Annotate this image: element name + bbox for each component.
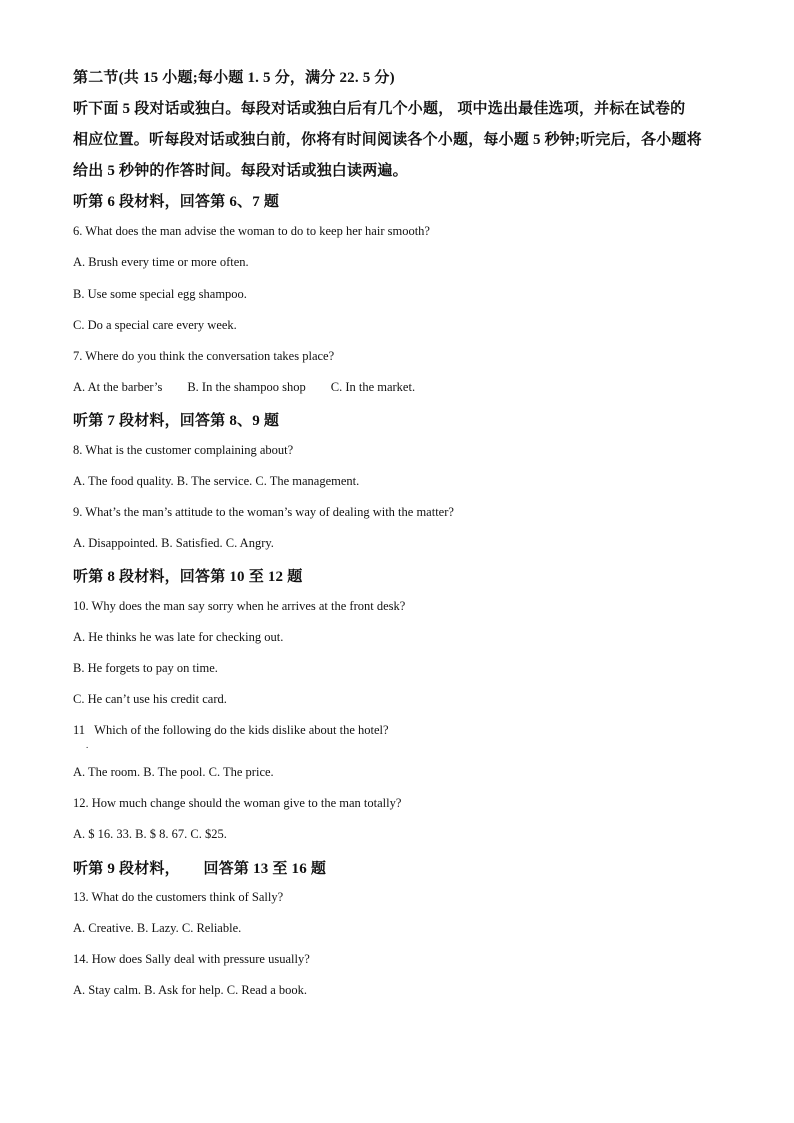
options-14: A. Stay calm. B. Ask for help. C. Read a book.: [73, 983, 307, 997]
question-11: 11 Which of the following do the kids dislike about the hotel?: [73, 723, 389, 737]
options-7: A. At the barber’s B. In the shampoo shop C. In the market.: [73, 380, 416, 394]
instructions-line-3: 给出 5 秒钟的作答时间。每段对话或独白读两遍。: [73, 163, 408, 179]
option-line: B. Use some special egg shampoo.: [73, 287, 247, 301]
options-8: A. The food quality. B. The service. C. The management.: [73, 474, 360, 488]
question-14: 14. How does Sally deal with pressure usually?: [73, 952, 310, 966]
options-9: A. Disappointed. B. Satisfied. C. Angry.: [73, 536, 274, 550]
options-13: A. Creative. B. Lazy. C. Reliable.: [73, 921, 242, 935]
section-title: 第二节(共 15 小题;每小题 1. 5 分，满分 22. 5 分): [73, 70, 395, 86]
stray-mark: .: [86, 740, 89, 750]
question-6: 6. What does the man advise the woman to do to keep her hair smooth?: [73, 224, 430, 238]
options-12: A. $ 16. 33. B. $ 8. 67. C. $25.: [73, 827, 227, 841]
question-12: 12. How much change should the woman give to the man totally?: [73, 796, 402, 810]
options-11: A. The room. B. The pool. C. The price.: [73, 765, 274, 779]
question-13: 13. What do the customers think of Sally?: [73, 890, 284, 904]
option-line: C. He can’t use his credit card.: [73, 692, 227, 706]
question-7: 7. Where do you think the conversation takes place?: [73, 349, 335, 363]
question-10: 10. Why does the man say sorry when he arrives at the front desk?: [73, 599, 406, 613]
question-9: 9. What’s the man’s attitude to the woman’s way of dealing with the matter?: [73, 505, 454, 519]
group-heading: 听第 6 段材料，回答第 6、7 题: [73, 194, 280, 210]
group-heading: 听第 9 段材料， 回答第 13 至 16 题: [73, 861, 327, 877]
instructions-line-2: 相应位置。听每段对话或独白前，你将有时间阅读各个小题，每小题 5 秒钟;听完后，各小题将: [73, 132, 702, 148]
group-heading: 听第 7 段材料，回答第 8、9 题: [73, 413, 280, 429]
instructions-line-1: 听下面 5 段对话或独白。每段对话或独白后有几个小题， 项中选出最佳选项，并标在试卷的: [73, 101, 686, 117]
question-8: 8. What is the customer complaining about?: [73, 443, 294, 457]
option-line: A. Brush every time or more often.: [73, 255, 249, 269]
option-line: B. He forgets to pay on time.: [73, 661, 218, 675]
option-line: C. Do a special care every week.: [73, 318, 237, 332]
option-line: A. He thinks he was late for checking out.: [73, 630, 284, 644]
group-heading: 听第 8 段材料，回答第 10 至 12 题: [73, 569, 303, 585]
